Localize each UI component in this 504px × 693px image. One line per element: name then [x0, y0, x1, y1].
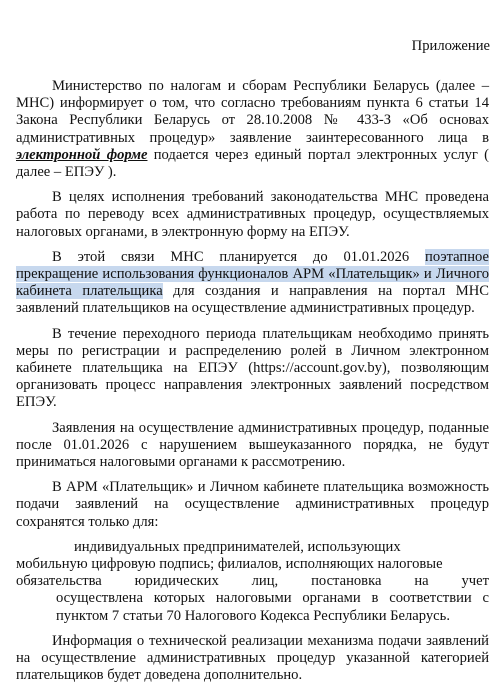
paragraph-mns-intro-text-a: Министерство по налогам и сборам Республики Беларусь (далее – МНС) информирует о том, что согласно требованиям пункта 6 статьи 14 Закона Республики Беларусь от 28.10.2008 № 433-З «Об основах административных процедур» заявление заинтересованного лица в [16, 78, 489, 146]
exceptions-line-3: обязательства юридических лиц, постановка на учет [16, 573, 489, 590]
paragraph-mns-intro [16, 78, 489, 181]
paragraph-legislation: В целях исполнения требований законодательства МНС проведена работа по переводу всех административных процедур, осуществляемых налоговых органами, в электронную форму на ЕПЭУ. [16, 189, 489, 240]
exceptions-line-5: пунктом 7 статьи 70 Налогового Кодекса Республики Беларусь. [56, 607, 450, 624]
exceptions-line-2: мобильную цифровую подпись; филиалов, исполняющих налоговые [16, 556, 443, 573]
paragraph-mns-intro-text-b: подается через единый портал электронных услуг ( далее – ЕПЭУ ). [16, 146, 489, 181]
paragraph-termination-text-a: В этой связи МНС планируется до 01.01.2026 [52, 248, 426, 265]
paragraph-rejection: Заявления на осуществление административных процедур, поданные после 01.01.2026 с нарушением вышеуказанного порядка, не будут приниматься налоговыми органами к рассмотрению. [16, 419, 489, 471]
highlighted-termination-text: поэтапное прекращение использования функционалов АРМ «Плательщик» и Личного кабинета плательщика [16, 248, 489, 300]
exceptions-line-4: осуществлена которых налоговыми органами в соответствии с [56, 590, 489, 607]
document-body [16, 78, 489, 693]
exceptions-line-1: индивидуальных предпринимателей, использующих [74, 538, 401, 555]
exceptions-block [16, 539, 489, 625]
paragraph-termination [16, 249, 489, 318]
paragraph-transition: В течение переходного периода плательщикам необходимо принять меры по регистрации и распределению ролей в Личном электронном кабинете плательщика на ЕПЭУ (https://account.gov.by), позволяющим организовать процесс направления электронных заявлений посредством ЕПЭУ. [16, 325, 489, 411]
paragraph-additional-info: Информация о технической реализации механизма подачи заявлений на осуществление административных процедур указанной категорией плательщиков будет доведена дополнительно. [16, 632, 489, 684]
paragraph-exceptions: В АРМ «Плательщик» и Личном кабинете плательщика возможность подачи заявлений на осуществление административных процедур сохранятся только для: [16, 479, 489, 530]
appendix-label: Приложение [411, 38, 490, 54]
paragraph-termination-text-b: для создания и направления на портал МНС заявлений плательщиков на осуществление административных процедур. [16, 283, 489, 317]
electronic-form-emphasis: электронной форме [16, 146, 148, 163]
